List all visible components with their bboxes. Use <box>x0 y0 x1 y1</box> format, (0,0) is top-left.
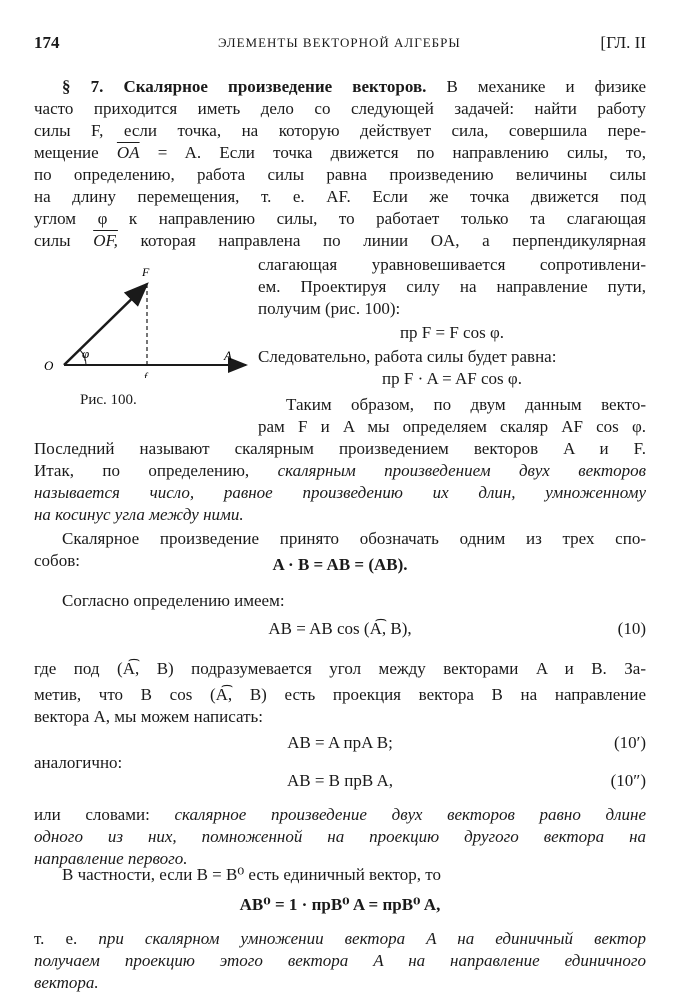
text-line: слагающая уравновешивается сопротивлени- <box>258 255 646 274</box>
equation-number: (10′) <box>613 733 646 752</box>
label-A: A <box>224 348 232 363</box>
text-line: Таким образом, по двум данным векто- <box>286 395 646 414</box>
label-phi: φ <box>82 346 90 361</box>
text-line <box>34 142 646 164</box>
page-header <box>34 32 646 54</box>
italic-span: при скалярном умножении вектора A на единичный вектор <box>98 929 646 948</box>
equation-10 <box>34 616 646 642</box>
section-number: § 7. <box>62 77 104 96</box>
equation-unit-vector <box>34 892 646 918</box>
equation-number: (10) <box>617 619 646 638</box>
text-line: по определению, работа силы равна произведению величины силы <box>34 165 646 184</box>
text-span: которая направлена по линии OA, а перпендикулярная <box>140 231 646 250</box>
vector-OF-line <box>64 284 147 365</box>
formula-work: пр F · A = AF cos φ. <box>382 369 522 388</box>
text-line: собов: <box>34 551 80 570</box>
formula-projection: пр F = F cos φ. <box>399 323 505 342</box>
section-heading-line <box>34 76 646 98</box>
equation-body: AB⁰ = 1 · прB⁰ A = прB⁰ A, <box>239 895 441 914</box>
running-title: ЭЛЕМЕНТЫ ВЕКТОРНОЙ АЛГЕБРЫ <box>218 35 461 50</box>
text-span: силы <box>34 231 71 250</box>
text-line: В частности, если B = B⁰ есть единичный вектор, то <box>62 865 441 884</box>
text-span: = A. Если точка движется по направлению силы, то, <box>157 143 646 162</box>
text-line: Согласно определению имеем: <box>62 591 285 610</box>
text-span: или словами: <box>34 805 150 824</box>
text-line: Последний называют скалярным произведением векторов A и F. <box>34 439 646 458</box>
label-O: O <box>44 358 54 373</box>
text-line: ем. Проектируя силу на направление пути, <box>258 277 646 296</box>
text-line: Скалярное произведение принято обозначать одним из трех спо- <box>62 529 646 548</box>
text-line: вектора A, мы можем написать: <box>34 707 264 726</box>
equation-10-double-prime <box>34 768 646 794</box>
text-line: часто приходится иметь дело со следующей задачей: найти работу <box>34 99 646 118</box>
text-line: силы F, если точка, на которую действует сила, совершила пере- <box>34 121 646 140</box>
text-line: углом φ к направлению силы, то работает только та слагающая <box>34 209 646 228</box>
equation-body: AB = B прB A, <box>286 771 394 790</box>
equation-number: (10″) <box>610 771 646 790</box>
text-line: одного из них, помноженной на проекцию другого вектора на <box>34 827 646 846</box>
text-line: В механике и физике <box>446 77 646 96</box>
page-number: 174 <box>34 33 60 52</box>
text-line: аналогично: <box>34 753 123 772</box>
italic-span: скалярное произведение двух векторов равно длине <box>174 805 646 824</box>
text-line <box>34 928 646 950</box>
text-line: получим (рис. 100): <box>258 299 401 318</box>
text-line <box>34 230 646 252</box>
italic-span: скалярным произведением двух векторов <box>277 461 646 480</box>
figure-100 <box>34 262 254 378</box>
definition-line: на косинус угла между ними. <box>34 505 244 524</box>
text-span: мещение <box>34 143 99 162</box>
label-F: F <box>142 265 150 279</box>
equation-body: AB = AB cos (A͡, B), <box>268 619 412 638</box>
equation-body: AB = A прA B; <box>287 733 393 752</box>
vector-OA: $\overline{OA}$ <box>116 143 140 162</box>
vector-diagram <box>34 262 254 378</box>
chapter-ref: [ГЛ. II <box>600 33 646 52</box>
section-title: Скалярное произведение векторов. <box>123 77 427 96</box>
text-span: Итак, по определению, <box>34 461 250 480</box>
text-line: Следовательно, работа силы будет равна: <box>258 347 557 366</box>
label-f: f <box>144 371 148 378</box>
vector-OF: OF, <box>93 231 118 250</box>
text-line: вектора. <box>34 973 99 992</box>
text-line: метив, что B cos (A͡, B) есть проекция вектора B на направление <box>34 685 646 704</box>
equation-notation <box>34 552 646 578</box>
text-line: где под (A͡, B) подразумевается угол между векторами A и B. За- <box>34 659 646 678</box>
text-span: т. е. <box>34 929 78 948</box>
text-line <box>34 804 646 826</box>
text-line: получаем проекцию этого вектора A на направление единичного <box>34 951 646 970</box>
equation-body: A · B = AB = (AB). <box>272 555 408 574</box>
text-line: направление первого. <box>34 849 188 868</box>
text-line: рам F и A мы определяем скаляр AF cos φ. <box>258 417 646 436</box>
definition-line <box>34 460 646 482</box>
definition-line: называется число, равное произведению их длин, умноженному <box>34 483 646 502</box>
text-line: на длину перемещения, т. е. AF. Если же точка движется под <box>34 187 646 206</box>
figure-caption: Рис. 100. <box>80 392 137 408</box>
